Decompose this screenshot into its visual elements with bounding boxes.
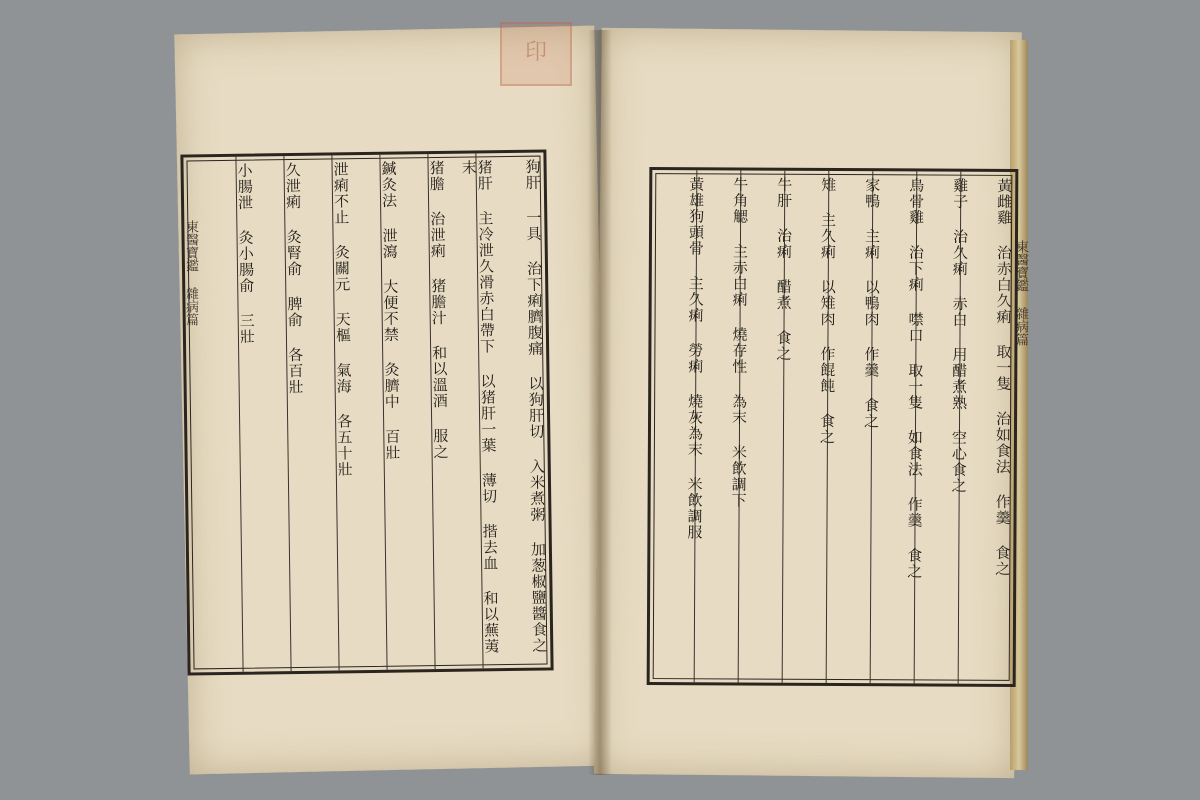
library-stamp: 印 bbox=[500, 22, 572, 86]
text-column: 鍼灸法 泄瀉 大便不禁 灸臍中 百壯 bbox=[379, 160, 402, 461]
left-margin-label: 東醫寶鑑 雜病篇 bbox=[183, 220, 198, 326]
left-text-frame bbox=[180, 149, 553, 675]
text-column: 狗肝 一具 治下痢臍腹痛 以狗肝切 入米煮粥 加葱椒鹽醬食之 bbox=[523, 158, 549, 654]
text-column: 猪膽 治泄痢 猪膽汁 和以溫酒 服之 bbox=[427, 159, 450, 461]
text-column: 雞子 治久痢 赤白 用醋煮熟 空心食之 bbox=[949, 177, 970, 494]
text-column: 泄痢不止 灸關元 天樞 氣海 各五十壯 bbox=[331, 161, 354, 478]
text-column: 家鴨 主痢 以鴨肉 作羹 食之 bbox=[861, 177, 882, 430]
text-column: 黃雄狗頭骨 主久痢 勞痢 燒灰為末 米飲調服 bbox=[685, 176, 706, 541]
text-column: 小腸泄 灸小腸俞 三壯 bbox=[235, 162, 257, 345]
text-column: 雉 主久痢 以雉肉 作餛飩 食之 bbox=[817, 176, 838, 446]
text-column: 久泄痢 灸腎俞 脾俞 各百壯 bbox=[283, 161, 305, 396]
right-margin-label: 東醫寶鑑 雜病篇 bbox=[1013, 240, 1028, 346]
text-column: 烏骨雞 治下痢 噤口 取一隻 如食法 作羹 食之 bbox=[905, 177, 926, 580]
text-column: 牛角䚡 主赤白痢 燒存性 為末 米飲調下 bbox=[729, 176, 750, 509]
right-text-frame bbox=[647, 167, 1019, 687]
text-column: 黃雌雞 治赤白久痢 取一隻 治如食法 作羹 食之 bbox=[993, 177, 1014, 577]
text-column: 牛肝 治痢 醋煮 食之 bbox=[774, 176, 794, 362]
book-gutter bbox=[588, 30, 612, 775]
text-column: 猪肝 主冷泄久滑赤白帶下 以猪肝一葉 薄切 揩去血 和以蕪荑末 bbox=[459, 159, 501, 655]
